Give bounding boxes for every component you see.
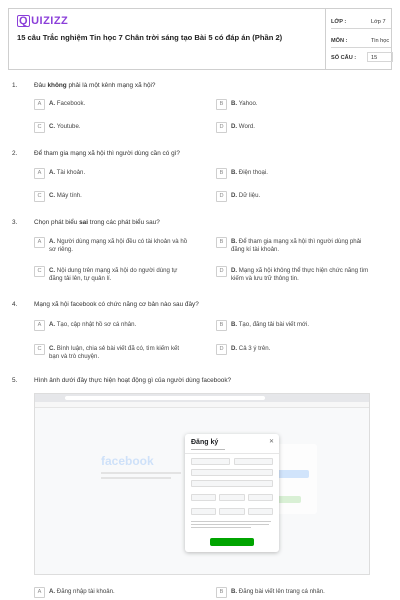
option-letter-box: C [34,191,45,202]
option-letter-box: A [34,587,45,598]
first-name-field[interactable] [191,458,230,465]
quizizz-logo: Q UIZIZZ [19,15,69,27]
gender-male-radio[interactable] [219,508,245,515]
signup-modal-title: Đăng ký [191,439,219,446]
terms-text-placeholder [191,520,273,528]
birth-year-select[interactable] [248,494,273,501]
question-text: Hình ảnh dưới đây thực hiện hoạt động gì của người dùng facebook? [34,377,232,384]
option-letter-box: B [216,237,227,248]
option-letter-box: A [34,320,45,331]
phone-email-field[interactable] [191,469,273,476]
facebook-signup-screenshot [34,393,370,575]
browser-address-bar [65,396,265,400]
last-name-field[interactable] [234,458,273,465]
option-letter-box: B [216,99,227,110]
option-letter-box: D [216,191,227,202]
option-letter-box: D [216,344,227,355]
option-letter-box: C [34,266,45,277]
question-text: Chọn phát biểu sai trong các phát biểu sau? [34,219,160,226]
modal-divider [185,453,279,454]
header-divider [325,9,326,69]
option-letter-box: C [34,122,45,133]
birth-month-select[interactable] [219,494,245,501]
option-letter-box: D [216,266,227,277]
question-text: Để tham gia mạng xã hội thì người dùng cần có gì? [34,150,180,157]
option-letter-box: A [34,237,45,248]
option-letter-box: A [34,168,45,179]
birth-day-select[interactable] [191,494,216,501]
facebook-logo: facebook [101,454,154,468]
close-icon[interactable]: ✕ [268,439,274,445]
option-letter-box: B [216,587,227,598]
browser-toolbar [35,394,369,402]
option-letter-box: B [216,320,227,331]
question-text: Đâu không phải là một kênh mạng xã hội? [34,82,156,89]
gender-custom-radio[interactable] [248,508,273,515]
option-letter-box: B [216,168,227,179]
signup-modal [185,434,279,552]
option-letter-box: A [34,99,45,110]
question-text: Mạng xã hội facebook có chức năng cơ bản nào sau đây? [34,301,199,308]
option-letter-box: C [34,344,45,355]
worksheet-title: 15 câu Trắc nghiệm Tin học 7 Chân trời sáng tạo Bài 5 có đáp án (Phần 2) [17,33,283,42]
password-field[interactable] [191,480,273,487]
gender-female-radio[interactable] [191,508,216,515]
option-letter-box: D [216,122,227,133]
signup-button[interactable] [210,538,254,546]
signup-modal-subtitle [191,447,225,450]
worksheet-header: Q UIZIZZ 15 câu Trắc nghiệm Tin học 7 Chân trời sáng tạo Bài 5 có đáp án (Phần 2) LỚP : Lớp 7 MÔN : Tin học SỐ CÂU : 15 [8,8,392,70]
